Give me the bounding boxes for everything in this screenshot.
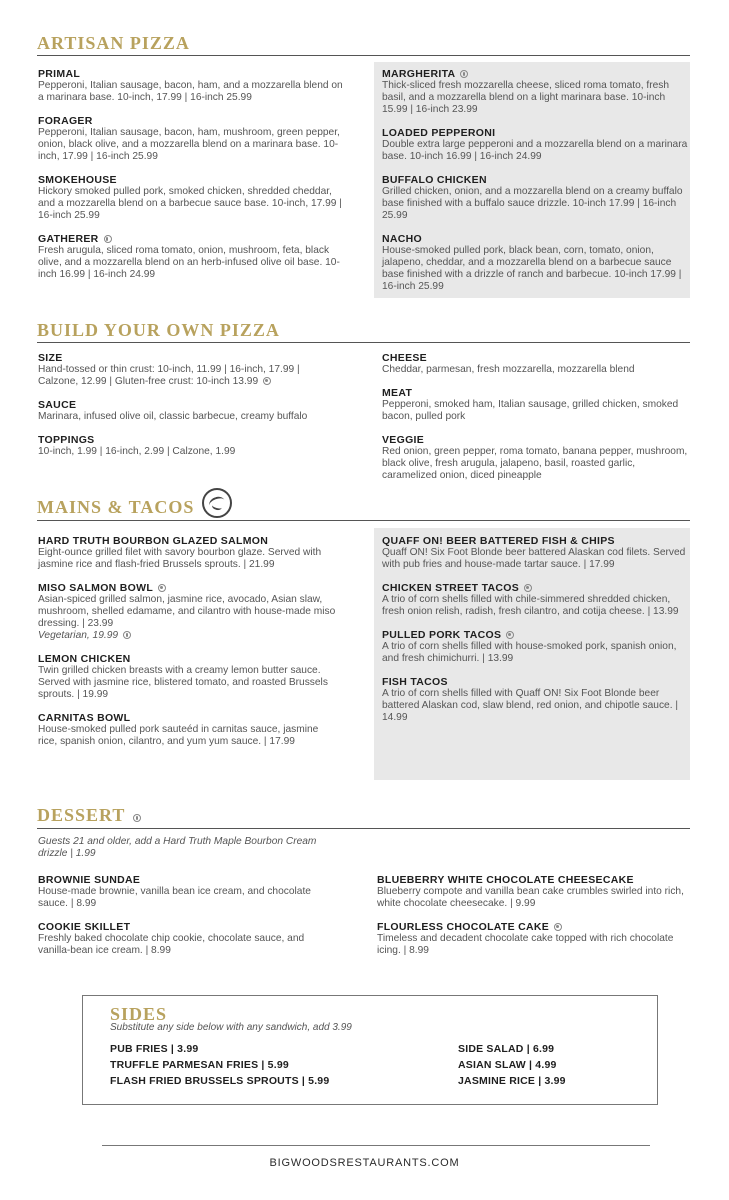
item-name: MARGHERITA: [382, 68, 456, 80]
item-name: QUAFF ON! BEER BATTERED FISH & CHIPS: [382, 535, 615, 547]
vegetarian-icon: [460, 70, 468, 78]
menu-item: [38, 874, 338, 910]
item-name-row: [382, 68, 688, 80]
item-name-row: [382, 582, 688, 594]
sides-note: Substitute any side below with any sandwich, add 3.99: [110, 1022, 352, 1033]
menu-item: [38, 535, 338, 571]
artisan-left-column: [38, 68, 350, 292]
menu-item: [382, 434, 688, 482]
dessert-title-row: [37, 805, 141, 826]
item-description: Eight-ounce grilled filet with savory bourbon glaze. Served with jasmine rice and flash-fried Brussels sprouts. | 21.99: [38, 547, 322, 570]
side-item: SIDE SALAD | 6.99: [458, 1043, 555, 1055]
item-name: PULLED PORK TACOS: [382, 629, 502, 641]
menu-item: [38, 653, 338, 701]
menu-item: [382, 535, 688, 571]
item-description: A trio of corn shells filled with chile-simmered shredded chicken, fresh onion relish, radish, fresh cilantro, and cotija cheese. | 13.99: [382, 594, 679, 617]
sides-box: [82, 995, 658, 1105]
artisan-pizza-title: ARTISAN PIZZA: [37, 33, 190, 53]
dessert-left-column: [38, 874, 338, 968]
item-description: Hand-tossed or thin crust: 10-inch, 11.99 | 16-inch, 17.99 | Calzone, 12.99 | Gluten-free crust: 10-inch 13.99: [38, 364, 300, 387]
item-name: FISH TACOS: [382, 676, 448, 688]
menu-item: [38, 399, 338, 423]
item-note: Vegetarian, 19.99: [38, 630, 119, 641]
menu-item: [382, 582, 688, 618]
item-description: Fresh arugula, sliced roma tomato, onion, mushroom, feta, black olive, and a mozzarella blend on an herb-infused olive oil base. 10-inch 16.99 | 16-inch 24.99: [38, 245, 340, 280]
item-name: PRIMAL: [38, 68, 81, 80]
item-name: BUFFALO CHICKEN: [382, 174, 487, 186]
menu-item: [377, 874, 692, 910]
item-name: MISO SALMON BOWL: [38, 582, 154, 594]
item-name: LOADED PEPPERONI: [382, 127, 496, 139]
side-item: FLASH FRIED BRUSSELS SPROUTS | 5.99: [110, 1075, 330, 1087]
menu-item: [382, 629, 688, 665]
item-description: Double extra large pepperoni and a mozzarella blend on a marinara base. 10-inch 16.99 | 16-inch 24.99: [382, 139, 688, 162]
sides-left-column: [110, 1041, 329, 1089]
footer-website-link[interactable]: BIGWOODSRESTAURANTS.COM: [269, 1157, 460, 1169]
item-name: CHICKEN STREET TACOS: [382, 582, 520, 594]
item-name-row: [38, 233, 350, 245]
brand-emblem-icon: [202, 488, 232, 518]
menu-item: [382, 387, 688, 423]
item-description: Timeless and decadent chocolate cake topped with rich chocolate icing. | 8.99: [377, 933, 674, 956]
vegetarian-icon: [123, 631, 131, 639]
item-description: Pepperoni, Italian sausage, bacon, ham, and a mozzarella blend on a marinara base. 10-inch, 17.99 | 16-inch 25.99: [38, 80, 343, 103]
menu-item: [382, 233, 688, 293]
side-item: JASMINE RICE | 3.99: [458, 1075, 566, 1087]
vegetarian-icon: [104, 235, 112, 243]
item-description: Pepperoni, Italian sausage, bacon, ham, mushroom, green pepper, onion, black olive, and a mozzarella blend on a marinara base. 10-inch, 17.99 | 16-inch 25.99: [38, 127, 340, 162]
menu-item: [382, 676, 688, 724]
item-note-row: [38, 630, 338, 642]
sides-title: SIDES: [110, 1004, 168, 1024]
side-item: TRUFFLE PARMESAN FRIES | 5.99: [110, 1059, 289, 1071]
item-description: House-smoked pulled pork, black bean, corn, tomato, onion, jalapeno, cheddar, and a mozzarella blend on a barbecue sauce base finished with a drizzle of ranch and barbecue. 10-inch 17.99 | 16-inch 25.99: [382, 245, 682, 292]
menu-item: [382, 352, 688, 376]
artisan-right-column: [382, 68, 688, 304]
item-name: CHEESE: [382, 352, 427, 364]
menu-item: [382, 68, 688, 116]
item-description: Red onion, green pepper, roma tomato, banana pepper, mushroom, black olive, fresh arugula, jalapeno, basil, roasted garlic, caramelized onion, diced pineapple: [382, 446, 688, 481]
byo-right-column: [382, 352, 688, 493]
build-your-own-title: BUILD YOUR OWN PIZZA: [37, 320, 280, 340]
item-description: A trio of corn shells filled with house-smoked pork, spanish onion, and fresh chimichurri. | 13.99: [382, 641, 677, 664]
gluten-free-icon: [263, 377, 271, 385]
side-item: ASIAN SLAW | 4.99: [458, 1059, 557, 1071]
footer-divider: [102, 1145, 650, 1146]
mains-left-column: [38, 535, 338, 759]
item-name: CARNITAS BOWL: [38, 712, 131, 724]
menu-item: [38, 115, 350, 163]
item-description: A trio of corn shells filled with Quaff ON! Six Foot Blonde beer battered Alaskan cod, slaw blend, red onion, and chipotle sauce. | 14.99: [382, 688, 679, 723]
item-description: Marinara, infused olive oil, classic barbecue, creamy buffalo: [38, 411, 308, 422]
item-name: MEAT: [382, 387, 413, 399]
gluten-free-icon: [524, 584, 532, 592]
item-name-row: [382, 629, 688, 641]
item-description: Asian-spiced grilled salmon, jasmine rice, avocado, Asian slaw, mushroom, shelled edamame, and cilantro with house-made miso dressing. | 23.99: [38, 594, 336, 629]
menu-item: [38, 352, 338, 388]
menu-item: [38, 582, 338, 642]
item-description: House-smoked pulled pork sauteéd in carnitas sauce, jasmine rice, spanish onion, cilantro, and yum yum sauce. | 17.99: [38, 724, 319, 747]
item-description: Pepperoni, smoked ham, Italian sausage, grilled chicken, smoked bacon, pulled pork: [382, 399, 679, 422]
gluten-free-icon: [506, 631, 514, 639]
vegetarian-icon: [133, 814, 141, 822]
byo-left-column: [38, 352, 338, 469]
gluten-free-icon: [554, 923, 562, 931]
menu-item: [382, 127, 688, 163]
dessert-right-column: [377, 874, 692, 968]
menu-item: [38, 921, 338, 957]
item-name: NACHO: [382, 233, 422, 245]
item-description: 10-inch, 1.99 | 16-inch, 2.99 | Calzone, 1.99: [38, 446, 236, 457]
item-name: VEGGIE: [382, 434, 425, 446]
section-divider: [37, 342, 690, 343]
item-name-row: [38, 582, 338, 594]
side-item: PUB FRIES | 3.99: [110, 1043, 199, 1055]
section-divider: [37, 55, 690, 56]
item-name-row: [377, 921, 692, 933]
item-description: Hickory smoked pulled pork, smoked chicken, shredded cheddar, and a mozzarella blend on a barbecue sauce base. 10-inch, 17.99 | 16-inch 25.99: [38, 186, 342, 221]
item-description: Blueberry compote and vanilla bean cake crumbles swirled into rich, white chocolate cheesecake. | 9.99: [377, 886, 684, 909]
item-name: TOPPINGS: [38, 434, 95, 446]
item-name: SIZE: [38, 352, 63, 364]
item-name: FLOURLESS CHOCOLATE CAKE: [377, 921, 550, 933]
gluten-free-icon: [158, 584, 166, 592]
mains-right-column: [382, 535, 688, 735]
dessert-note: Guests 21 and older, add a Hard Truth Maple Bourbon Cream drizzle | 1.99: [38, 836, 317, 859]
mains-tacos-title: MAINS & TACOS: [37, 497, 195, 517]
item-description: Cheddar, parmesan, fresh mozzarella, mozzarella blend: [382, 364, 635, 375]
sides-right-column: [458, 1041, 566, 1089]
item-name: FORAGER: [38, 115, 93, 127]
item-name: SMOKEHOUSE: [38, 174, 117, 186]
menu-item: [38, 712, 338, 748]
section-divider: [37, 828, 690, 829]
item-description: Twin grilled chicken breasts with a creamy lemon butter sauce. Served with jasmine rice, blistered tomato, and roasted Brussels sprouts. | 19.99: [38, 665, 328, 700]
item-name: LEMON CHICKEN: [38, 653, 131, 665]
item-name: BROWNIE SUNDAE: [38, 874, 141, 886]
item-description-row: [38, 364, 338, 388]
dessert-title: DESSERT: [37, 805, 126, 825]
menu-item: [377, 921, 692, 957]
menu-item: [38, 68, 350, 104]
item-description: House-made brownie, vanilla bean ice cream, and chocolate sauce. | 8.99: [38, 886, 311, 909]
menu-item: [382, 174, 688, 222]
item-description: Thick-sliced fresh mozzarella cheese, sliced roma tomato, fresh basil, and a mozzarella blend on a light marinara base. 10-inch 15.99 | 16-inch 23.99: [382, 80, 670, 115]
item-name: COOKIE SKILLET: [38, 921, 131, 933]
menu-item: [38, 434, 338, 458]
menu-item: [38, 233, 350, 281]
item-name: BLUEBERRY WHITE CHOCOLATE CHEESECAKE: [377, 874, 634, 886]
item-name: GATHERER: [38, 233, 99, 245]
item-description: Quaff ON! Six Foot Blonde beer battered Alaskan cod filets. Served with pub fries and house-made tartar sauce. | 17.99: [382, 547, 686, 570]
item-name: SAUCE: [38, 399, 77, 411]
menu-item: [38, 174, 350, 222]
section-divider: [37, 520, 690, 521]
item-name: HARD TRUTH BOURBON GLAZED SALMON: [38, 535, 269, 547]
item-description: Freshly baked chocolate chip cookie, chocolate sauce, and vanilla-bean ice cream. | 8.99: [38, 933, 305, 956]
item-description: Grilled chicken, onion, and a mozzarella blend on a creamy buffalo base finished with a buffalo sauce drizzle. 10-inch 17.99 | 16-inch 25.99: [382, 186, 683, 221]
